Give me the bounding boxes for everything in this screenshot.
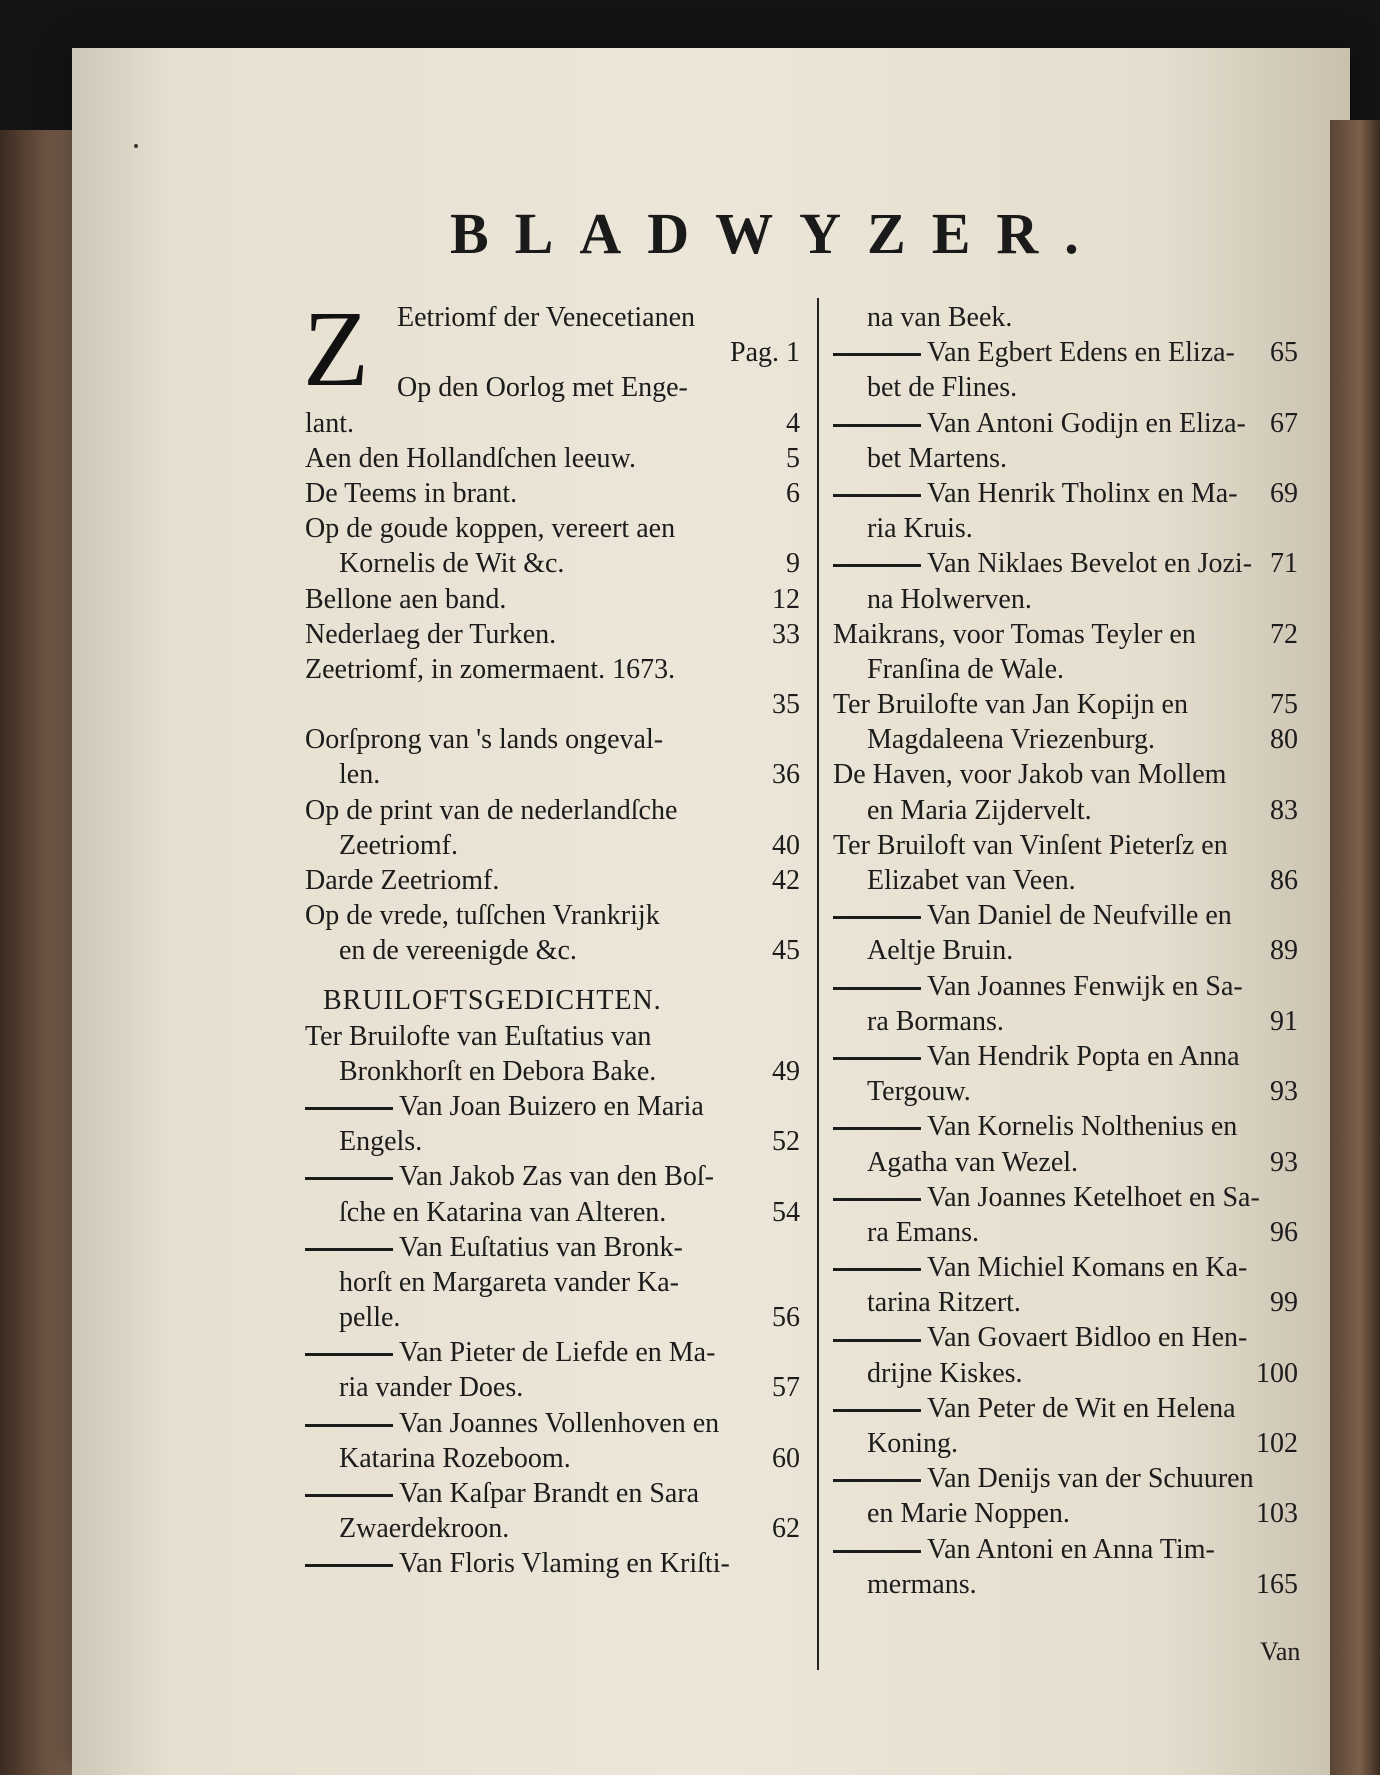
page-number: 91 [1270,1005,1298,1037]
entry-label: Van Joan Buizero en Maria [399,1090,704,1122]
page-number: 5 [786,442,800,474]
index-entry [833,757,1298,792]
entry-text [339,1054,656,1089]
left-column [303,290,800,1582]
index-entry [833,1391,1298,1426]
page-number: 12 [772,583,800,615]
page-number: 72 [1270,618,1298,650]
entry-text [833,1532,1215,1567]
index-entry [833,1285,1298,1320]
entry-text [833,406,1246,441]
index-entry [833,511,1298,546]
entry-label: Van Antoni Godijn en Eliza- [927,407,1246,439]
entry-text [867,1004,1004,1039]
index-entry [305,1195,800,1230]
entry-label: Ter Bruilofte van Jan Kopijn en [833,689,1188,721]
page-title: BLADWYZER. [450,201,1105,266]
entry-text [867,1496,1070,1531]
index-entry [833,406,1298,441]
entry-text [867,370,1017,405]
index-entry [305,793,800,828]
entry-text [867,441,1007,476]
index-entry [833,370,1298,405]
page-number: 36 [772,759,800,791]
entry-label: en Marie Noppen. [867,1498,1070,1530]
index-entry [833,687,1298,722]
entry-text [305,476,517,511]
page-number: 57 [772,1372,800,1404]
entry-text [305,1546,730,1581]
right-column [833,300,1298,1602]
index-entry [833,1250,1298,1285]
entry-label: Zwaerdekroon. [339,1513,510,1545]
index-entry [833,1532,1298,1567]
entry-label: Van Peter de Wit en Helena [927,1392,1236,1424]
ditto-rule [305,1353,393,1356]
index-entry [833,1074,1298,1109]
ink-spot [134,144,138,148]
index-entry [305,652,800,687]
index-entry [305,1406,800,1441]
entry-label: Van Joannes Fenwijk en Sa- [927,970,1243,1002]
index-entry [305,1511,800,1546]
entry-label: Van Egbert Edens en Eliza- [927,337,1235,369]
index-entry [833,546,1298,581]
entry-label: pelle. [339,1302,401,1334]
entry-text [305,652,675,687]
entry-label: Van Joannes Ketelhoet en Sa- [927,1181,1260,1213]
index-entry [305,863,800,898]
index-entry [833,1567,1298,1602]
entry-label: ſche en Katarina van Alteren. [339,1196,667,1228]
page-number: 33 [772,618,800,650]
entry-label: Bronkhorſt en Debora Bake. [339,1055,657,1087]
index-entry [833,1039,1298,1074]
entry-label: en de vereenigde &c. [339,935,577,967]
page-number: 93 [1270,1076,1298,1108]
entry-label: Aen den Hollandſchen leeuw. [305,442,636,474]
entry-label: Van Hendrik Popta en Anna [927,1040,1240,1072]
entry-text [867,1145,1078,1180]
ditto-rule [833,1339,921,1342]
index-entry [833,898,1298,933]
entry-label: en Maria Zijdervelt. [867,794,1092,826]
index-entry [833,863,1298,898]
entry-text [339,757,380,792]
entry-text [305,1406,719,1441]
entry-label: Magdaleena Vriezenburg. [867,724,1156,756]
index-entry [305,546,800,581]
entry-text [867,300,1012,335]
index-entry [833,969,1298,1004]
index-entry [833,1215,1298,1250]
entry-label: ria Kruis. [867,513,973,545]
entry-label: Eetriomf der Venecetianen [397,302,696,333]
entry-label: Zeetriomf. [339,829,458,861]
index-entry [833,441,1298,476]
ditto-rule [833,1550,921,1553]
ditto-rule [833,1479,921,1482]
entry-label: Agatha van Wezel. [867,1146,1079,1178]
entry-text [339,933,577,968]
page-number: 42 [772,865,800,896]
index-entry [305,1300,800,1335]
entry-text [833,1320,1247,1355]
entry-label: Van Kornelis Nolthenius en [927,1111,1238,1143]
entry-text [305,793,677,828]
index-entry [833,582,1298,617]
index-entry [305,1124,800,1159]
right-page-edge [1330,120,1380,1775]
entry-label: Van Daniel de Neufville en [927,900,1232,932]
entry-text [867,1356,1023,1391]
ditto-rule [833,424,921,427]
entry-text [867,793,1092,828]
entry-text [867,582,1032,617]
page-number: 100 [1256,1357,1298,1389]
entry-label: Van Floris Vlaming en Kriſti- [399,1548,730,1580]
page-number: 40 [772,829,800,861]
entry-text [833,898,1232,933]
ditto-rule [833,353,921,356]
index-entry [305,1476,800,1511]
entry-label: Kornelis de Wit &c. [339,548,565,580]
index-entry [305,933,800,968]
index-entry [833,793,1298,828]
entry-label: na Holwerven. [867,583,1032,615]
index-entry [305,1441,800,1476]
page-number: 62 [772,1513,800,1545]
entry-label: Van Govaert Bidloo en Hen- [927,1322,1248,1354]
entry-label: Ter Bruilofte van Euſtatius van [305,1020,652,1052]
index-entry [833,722,1298,757]
entry-text [339,1124,422,1159]
index-entry [833,652,1298,687]
entry-text [305,1335,715,1370]
ditto-rule [833,1198,921,1201]
index-entry [833,1426,1298,1461]
index-entry [305,828,800,863]
index-entry [833,476,1298,511]
entry-label: len. [339,759,381,791]
page-number: 35 [772,689,800,721]
entry-text [867,1215,979,1250]
entry-label: lant. [305,407,354,439]
entry-text [339,1441,571,1476]
entry-label: ria vander Does. [339,1372,524,1404]
page-number: 49 [772,1055,800,1087]
index-entry [833,1320,1298,1355]
ditto-rule [833,1268,921,1271]
page-number: 4 [786,407,800,439]
entry-label: Op de goude koppen, vereert aen [305,513,676,545]
entry-text [305,1089,704,1124]
entry-text [339,1195,666,1230]
entry-label: Ter Bruiloft van Vinſent Pieterſz en [833,829,1228,861]
left-entries-top [303,290,800,969]
index-entry [833,933,1298,968]
entry-label: Tergouw. [867,1076,971,1108]
entry-label: Elizabet van Veen. [867,865,1076,896]
entry-text [305,582,506,617]
page-number: 80 [1270,724,1298,756]
index-entry [833,1004,1298,1039]
drop-cap: Z [303,290,369,409]
index-entry [305,1230,800,1265]
entry-label: Van Niklaes Bevelot en Jozi- [927,548,1253,580]
page-number: 65 [1270,337,1298,369]
page-number: 6 [786,477,800,509]
entry-text [305,617,556,652]
entry-text [305,898,660,933]
entry-text [730,335,800,370]
entry-text [305,863,499,898]
right-entries [833,300,1298,1602]
entry-text [305,1019,651,1054]
page-number: 103 [1256,1498,1298,1530]
entry-label: na van Beek. [867,302,1013,333]
index-entry [305,1054,800,1089]
entry-text [305,511,675,546]
index-entry [305,1019,800,1054]
entry-text [833,546,1252,581]
entry-label: Van Kaſpar Brandt en Sara [399,1478,700,1509]
index-entry [305,1265,800,1300]
index-entry [305,406,800,441]
left-entries-bottom [305,1019,800,1582]
page-number: 165 [1256,1568,1298,1600]
entry-text [305,722,663,757]
entry-label: Franſina de Wale. [867,653,1065,685]
entry-text [833,969,1243,1004]
entry-label: Darde Zeetriomf. [305,865,500,896]
index-entry [305,1546,800,1581]
entry-label: ra Bormans. [867,1005,1004,1037]
page-number: 102 [1256,1428,1298,1459]
entry-text [397,370,688,405]
index-entry [305,476,800,511]
entry-label: Op de vrede, tuſſchen Vrankrijk [305,900,660,932]
entry-label: Van Euſtatius van Bronk- [399,1231,683,1263]
index-entry [833,617,1298,652]
entry-text [867,722,1155,757]
entry-label: bet Martens. [867,442,1007,474]
page-number: 69 [1270,477,1298,509]
index-entry [305,687,800,722]
entry-text [867,1426,958,1461]
entry-text [867,863,1076,898]
page-number: 52 [772,1126,800,1158]
entry-label: drijne Kiskes. [867,1357,1023,1389]
page-number: 67 [1270,407,1298,439]
index-entry [833,1496,1298,1531]
entry-label: De Haven, voor Jakob van Mollem [833,759,1227,791]
entry-label: Maikrans, voor Tomas Teyler en [833,618,1196,650]
ditto-rule [305,1107,393,1110]
ditto-rule [305,1424,393,1427]
page-number: 99 [1270,1287,1298,1319]
entry-label: Koning. [867,1428,958,1459]
column-divider [817,298,819,1670]
ditto-rule [833,564,921,567]
index-entry [833,1180,1298,1215]
entry-label: Van Joannes Vollenhoven en [399,1407,720,1439]
index-entry [305,370,800,405]
entry-label: Pag. 1 [730,337,800,369]
ditto-rule [305,1177,393,1180]
page-number: 83 [1270,794,1298,826]
ditto-rule [833,987,921,990]
entry-text [833,1250,1247,1285]
entry-text [833,1461,1254,1496]
index-entry [305,898,800,933]
entry-label: mermans. [867,1568,977,1600]
entry-text [305,406,354,441]
entry-label: tarina Ritzert. [867,1287,1021,1319]
entry-text [833,1391,1236,1426]
index-entry [305,1089,800,1124]
index-entry [305,1370,800,1405]
entry-text [339,1370,523,1405]
entry-label: Aeltje Bruin. [867,935,1014,967]
entry-label: Zeetriomf, in zomermaent. 1673. [305,653,676,685]
entry-text [339,546,564,581]
entry-text [833,1039,1240,1074]
index-entry [305,441,800,476]
entry-label: Bellone aen band. [305,583,507,615]
index-entry [833,335,1298,370]
index-entry [305,300,800,335]
index-entry [305,722,800,757]
entry-label: Engels. [339,1126,423,1158]
index-entry [833,300,1298,335]
entry-label: Op den Oorlog met Enge- [397,372,688,404]
index-entry [305,582,800,617]
entry-text [305,1159,714,1194]
catchword: Van [1260,1637,1301,1666]
entry-text [833,617,1196,652]
entry-text [833,335,1235,370]
entry-label: ra Emans. [867,1216,979,1248]
entry-label: Nederlaeg der Turken. [305,618,557,650]
index-entry [305,1159,800,1194]
ditto-rule [305,1564,393,1567]
entry-label: Oorſprong van 's lands ongeval- [305,724,664,756]
page-number: 93 [1270,1146,1298,1178]
entry-text [305,1476,699,1511]
entry-text [305,1230,683,1265]
index-entry [833,1109,1298,1144]
page-number: 89 [1270,935,1298,967]
entry-label: horſt en Margareta vander Ka- [339,1266,679,1298]
page-number: 96 [1270,1216,1298,1248]
index-entry [305,757,800,792]
ditto-rule [305,1494,393,1497]
index-entry [833,1461,1298,1496]
entry-text [833,828,1228,863]
entry-text [833,1109,1237,1144]
entry-label: Van Antoni en Anna Tim- [927,1533,1215,1565]
ditto-rule [833,1057,921,1060]
entry-label: Van Pieter de Liefde en Ma- [399,1337,716,1369]
page-number: 56 [772,1302,800,1334]
entry-label: Van Denijs van der Schuuren [927,1463,1254,1495]
entry-text [867,511,973,546]
page-number: 71 [1270,548,1298,580]
ditto-rule [833,916,921,919]
entry-text [305,441,636,476]
ditto-rule [305,1248,393,1251]
entry-label: Katarina Rozeboom. [339,1442,571,1474]
entry-text [867,933,1013,968]
entry-text [339,828,458,863]
ditto-rule [833,1409,921,1412]
ditto-rule [833,494,921,497]
page-number: 9 [786,548,800,580]
entry-text [833,1180,1260,1215]
entry-label: bet de Flines. [867,372,1018,404]
page-number: 45 [772,935,800,967]
entry-text [867,1567,977,1602]
entry-text [339,1265,679,1300]
entry-label: Van Jakob Zas van den Boſ- [399,1161,714,1193]
index-entry [833,828,1298,863]
entry-text [867,1074,971,1109]
entry-text [397,300,695,335]
entry-label: Op de print van de nederlandſche [305,794,678,826]
page-number: 54 [772,1196,800,1228]
entry-text [867,652,1064,687]
entry-text [339,1511,509,1546]
entry-text [867,1285,1021,1320]
entry-text [833,757,1226,792]
index-entry [305,335,800,370]
entry-text [833,687,1188,722]
entry-label: De Teems in brant. [305,477,518,509]
page-number: 86 [1270,865,1298,896]
index-entry [833,1145,1298,1180]
page-number: 60 [772,1442,800,1474]
entry-label: Van Michiel Komans en Ka- [927,1252,1248,1284]
ditto-rule [833,1127,921,1130]
page-number: 75 [1270,689,1298,721]
entry-text [339,1300,400,1335]
entry-text [833,476,1238,511]
section-heading: BRUILOFTSGEDICHTEN. [323,984,662,1016]
index-entry [305,617,800,652]
index-entry [305,1335,800,1370]
index-entry [833,1356,1298,1391]
index-entry [305,511,800,546]
entry-label: Van Henrik Tholinx en Ma- [927,477,1238,509]
